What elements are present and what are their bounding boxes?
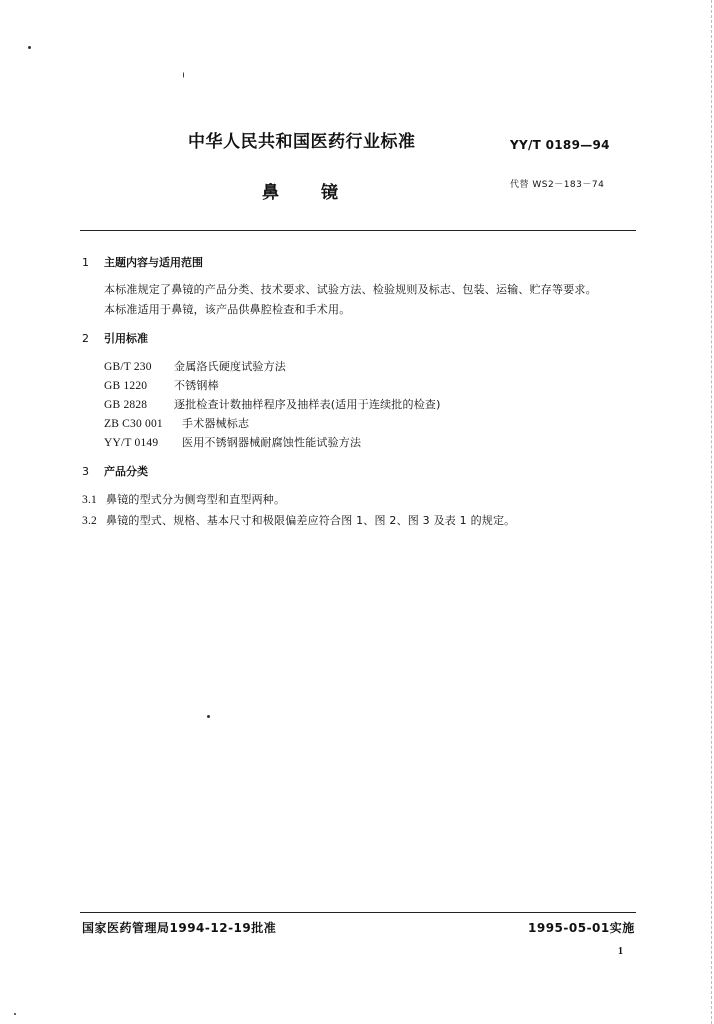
reference-title: 医用不锈钢器械耐腐蚀性能试验方法 <box>182 436 362 449</box>
section-3-title: 产品分类 <box>104 465 148 478</box>
clause-text: 鼻镜的型式分为侧弯型和直型两种。 <box>106 493 286 506</box>
clause-number: 3.2 <box>82 515 97 527</box>
reference-code: YY/T 0149 <box>104 437 159 449</box>
reference-title: 不锈钢棒 <box>174 379 219 392</box>
clause-text: 鼻镜的型式、规格、基本尺寸和极限偏差应符合图 1、图 2、图 3 及表 1 的规定。 <box>106 514 516 527</box>
page-number: 1 <box>618 946 623 957</box>
section-1-heading <box>82 254 203 270</box>
reference-title: 手术器械标志 <box>182 417 250 430</box>
scan-speck <box>183 72 184 78</box>
scan-speck <box>28 46 31 49</box>
section-2-title: 引用标准 <box>104 332 148 345</box>
reference-item <box>104 434 361 450</box>
section-3-number: 3 <box>82 465 89 478</box>
clause-item <box>82 512 515 528</box>
effective-date: 1995-05-01实施 <box>528 921 635 935</box>
document-title: 鼻镜 <box>262 183 380 203</box>
section-2-heading <box>82 330 148 346</box>
reference-code: GB 2828 <box>104 399 148 411</box>
reference-item <box>104 396 441 412</box>
standard-number: YY/T 0189—94 <box>510 138 610 152</box>
approval-date: 国家医药管理局1994-12-19批准 <box>82 921 277 935</box>
reference-item <box>104 415 249 431</box>
clause-item <box>82 491 285 507</box>
header-divider <box>80 230 636 231</box>
section-1-number: 1 <box>82 256 89 269</box>
scan-speck <box>14 1013 16 1015</box>
reference-title: 逐批检查计数抽样程序及抽样表(适用于连续批的检查) <box>174 398 441 411</box>
section-3-heading <box>82 463 148 479</box>
section-1-paragraph-2: 本标准适用于鼻镜，该产品供鼻腔检查和手术用。 <box>104 303 351 316</box>
clause-number: 3.1 <box>82 494 97 506</box>
reference-code: ZB C30 001 <box>104 418 163 430</box>
reference-item <box>104 358 286 374</box>
section-2-number: 2 <box>82 332 89 345</box>
reference-code: GB 1220 <box>104 380 148 392</box>
scan-speck <box>207 715 210 718</box>
reference-item <box>104 377 219 393</box>
section-1-title: 主题内容与适用范围 <box>104 256 203 269</box>
reference-code: GB/T 230 <box>104 361 152 373</box>
section-1-paragraph-1: 本标准规定了鼻镜的产品分类、技术要求、试验方法、检验规则及标志、包装、运输、贮存等要求。 <box>104 283 597 296</box>
issuing-body-title: 中华人民共和国医药行业标准 <box>188 132 416 152</box>
reference-title: 金属洛氏硬度试验方法 <box>174 360 286 373</box>
replaces-standard: 代替 WS2－183－74 <box>510 180 605 190</box>
scan-edge-line <box>710 0 712 1024</box>
footer-divider <box>80 912 636 913</box>
